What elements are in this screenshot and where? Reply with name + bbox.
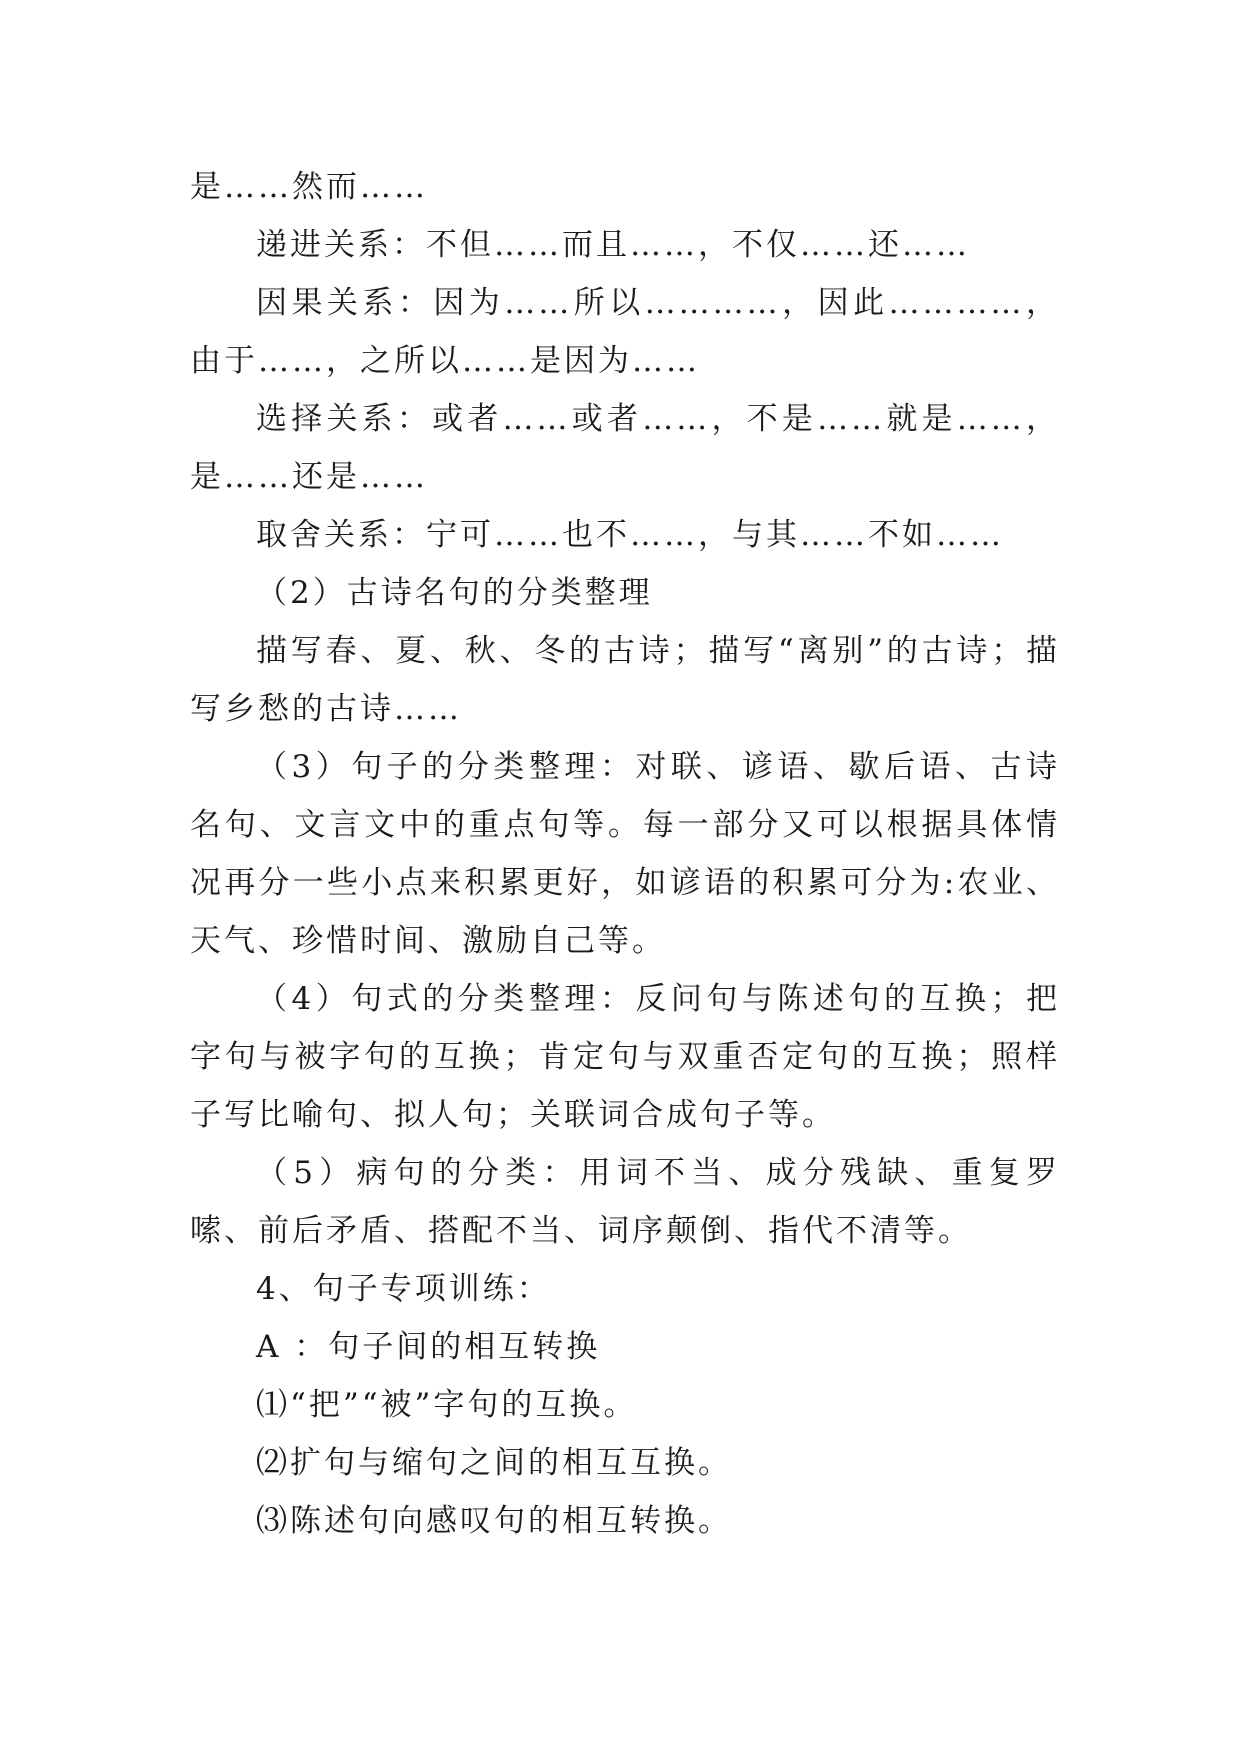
paragraph-causal-relation: 因果关系：因为……所以…………，因此…………，由于……，之所以……是因为…… — [190, 285, 1060, 379]
paragraph-poem-topics: 描写春、夏、秋、冬的古诗；描写“离别”的古诗；描写乡愁的古诗…… — [190, 633, 1060, 727]
paragraph-progressive-relation: 递进关系：不但……而且……，不仅……还…… — [256, 227, 970, 263]
paragraph-section-2-heading: （2）古诗名句的分类整理 — [256, 575, 653, 611]
paragraph-choice-relation: 选择关系：或者……或者……，不是……就是……，是……还是…… — [190, 401, 1060, 495]
paragraph-section-3: （3）句子的分类整理：对联、谚语、歇后语、古诗名句、文言文中的重点句等。每一部分又可以根据具体情况再分一些小点来积累更好，如谚语的积累可分为:农业、天气、珍惜时间、激励自己等。 — [190, 749, 1060, 959]
document-body — [190, 158, 1060, 1550]
paragraph-section-4: （4）句式的分类整理：反问句与陈述句的互换；把字句与被字句的互换；肯定句与双重否定句的互换；照样子写比喻句、拟人句；关联词合成句子等。 — [190, 981, 1060, 1133]
paragraph-preference-relation: 取舍关系：宁可……也不……，与其……不如…… — [256, 517, 1004, 553]
paragraph-training-heading: 4、句子专项训练： — [256, 1271, 551, 1307]
list-item-1: ⑴“把”“被”字句的互换。 — [256, 1387, 638, 1423]
paragraph-continuation: 是……然而…… — [190, 169, 428, 205]
list-item-2: ⑵扩句与缩句之间的相互互换。 — [256, 1445, 732, 1481]
paragraph-training-a: A ：句子间的相互转换 — [256, 1329, 601, 1365]
paragraph-section-5: （5）病句的分类：用词不当、成分残缺、重复罗嗦、前后矛盾、搭配不当、词序颠倒、指代不清等。 — [190, 1155, 1060, 1249]
list-item-3: ⑶陈述句向感叹句的相互转换。 — [256, 1503, 732, 1539]
